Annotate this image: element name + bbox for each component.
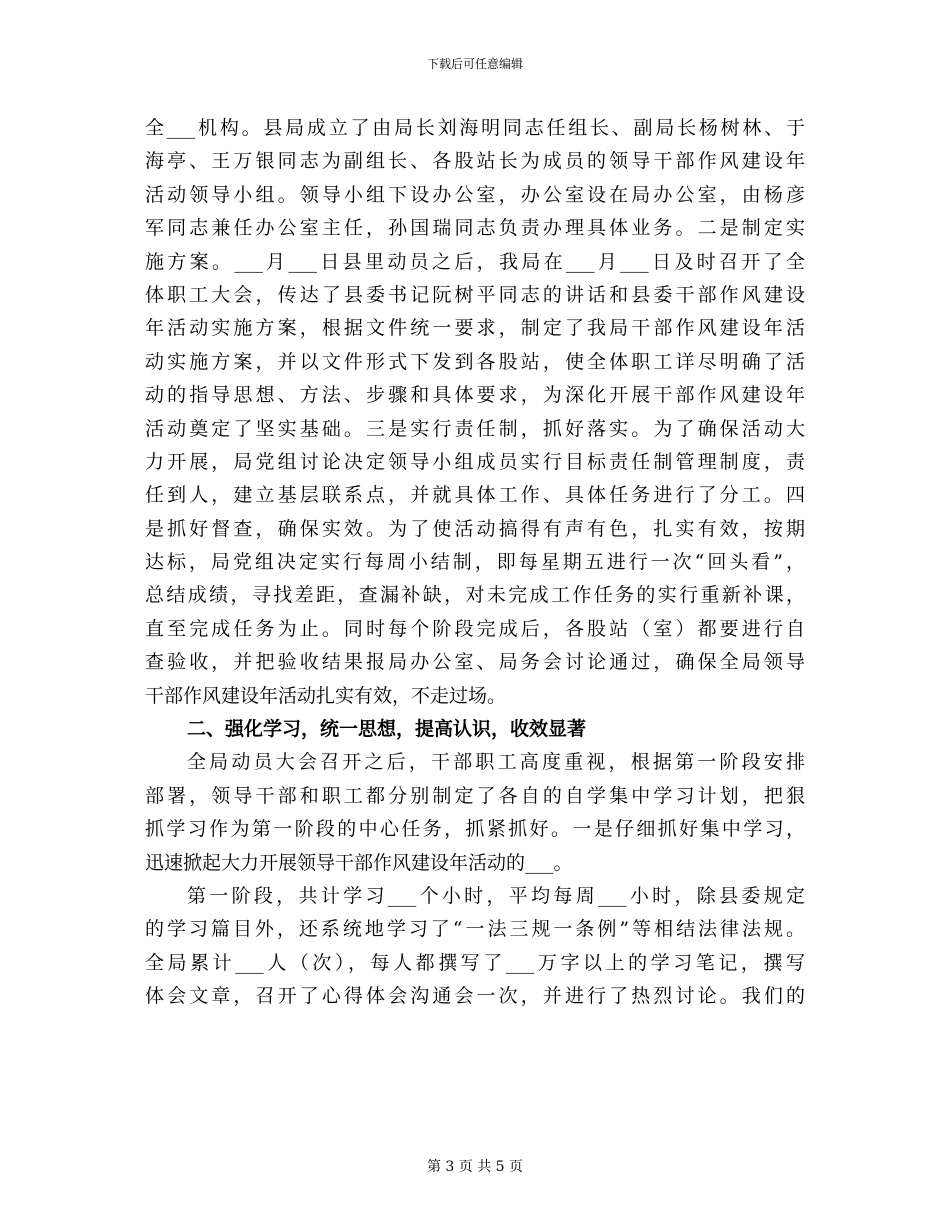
paragraph-line: 年活动实施方案，根据文件统一要求，制定了我局干部作风建设年活 [145,317,805,340]
paragraph-line: 全局动员大会召开之后，干部职工高度重视，根据第一阶段安排 [187,751,805,774]
paragraph-line: 动实施方案，并以文件形式下发到各股站，使全体职工详尽明确了活 [145,350,805,373]
page-header: 下载后可任意编辑 [426,57,523,71]
paragraph-line: 查验收，并把验收结果报局办公室、局务会讨论通过，确保全局领导 [145,651,805,674]
paragraph-line: 体职工大会，传达了县委书记阮树平同志的讲话和县委干部作风建设 [145,283,805,306]
paragraph-line: 部署，领导干部和职工都分别制定了各自的自学集中学习计划，把狠 [145,784,805,807]
paragraph-line: 总结成绩，寻找差距，查漏补缺，对未完成工作任务的实行重新补课， [145,584,805,607]
section-heading: 二、强化学习，统一思想，提高认识，收效显著 [187,718,587,741]
paragraph-line: 军同志兼任办公室主任，孙国瑞同志负责办理具体业务。二是制定实 [145,217,805,240]
paragraph-line: 力开展，局党组讨论决定领导小组成员实行目标责任制管理制度，责 [145,450,805,473]
paragraph-line: 活动奠定了坚实基础。三是实行责任制，抓好落实。为了确保活动大 [145,417,805,440]
paragraph-line: 施方案。___月___日县里动员之后，我局在___月___日及时召开了全 [145,250,805,273]
paragraph-line: 直至完成任务为止。同时每个阶段完成后，各股站（室）都要进行自 [145,617,805,640]
paragraph-line: 达标，局党组决定实行每周小结制，即每星期五进行一次“回头看”， [145,551,805,574]
paragraph-line: 全___机构。县局成立了由局长刘海明同志任组长、副局长杨树林、于 [145,117,805,139]
paragraph-line: 体会文章，召开了心得体会沟通会一次，并进行了热烈讨论。我们的 [145,985,805,1008]
paragraph-line: 海亭、王万银同志为副组长、各股站长为成员的领导干部作风建设年 [145,150,805,173]
paragraph-line: 全局累计___人（次），每人都撰写了___万字以上的学习笔记，撰写 [145,951,805,974]
paragraph-line: 第一阶段，共计学习___个小时，平均每周___小时，除县委规定 [187,884,805,907]
paragraph-line: 迅速掀起大力开展领导干部作风建设年活动的___。 [145,851,573,874]
paragraph-line: 干部作风建设年活动扎实有效，不走过场。 [145,684,507,707]
paragraph-line: 任到人，建立基层联系点，并就具体工作、具体任务进行了分工。四 [145,484,805,507]
paragraph-line: 动的指导思想、方法、步骤和具体要求，为深化开展干部作风建设年 [145,384,805,407]
paragraph-line: 活动领导小组。领导小组下设办公室，办公室设在局办公室，由杨彦 [145,183,805,206]
paragraph-line: 是抓好督查，确保实效。为了使活动搞得有声有色，扎实有效，按期 [145,517,805,540]
paragraph-line: 的学习篇目外，还系统地学习了“一法三规一条例”等相结法律法规。 [145,918,805,941]
document-body [145,112,805,1014]
page-footer: 第 3 页 共 5 页 [426,1159,524,1175]
paragraph-line: 抓学习作为第一阶段的中心任务，抓紧抓好。一是仔细抓好集中学习， [145,818,805,841]
